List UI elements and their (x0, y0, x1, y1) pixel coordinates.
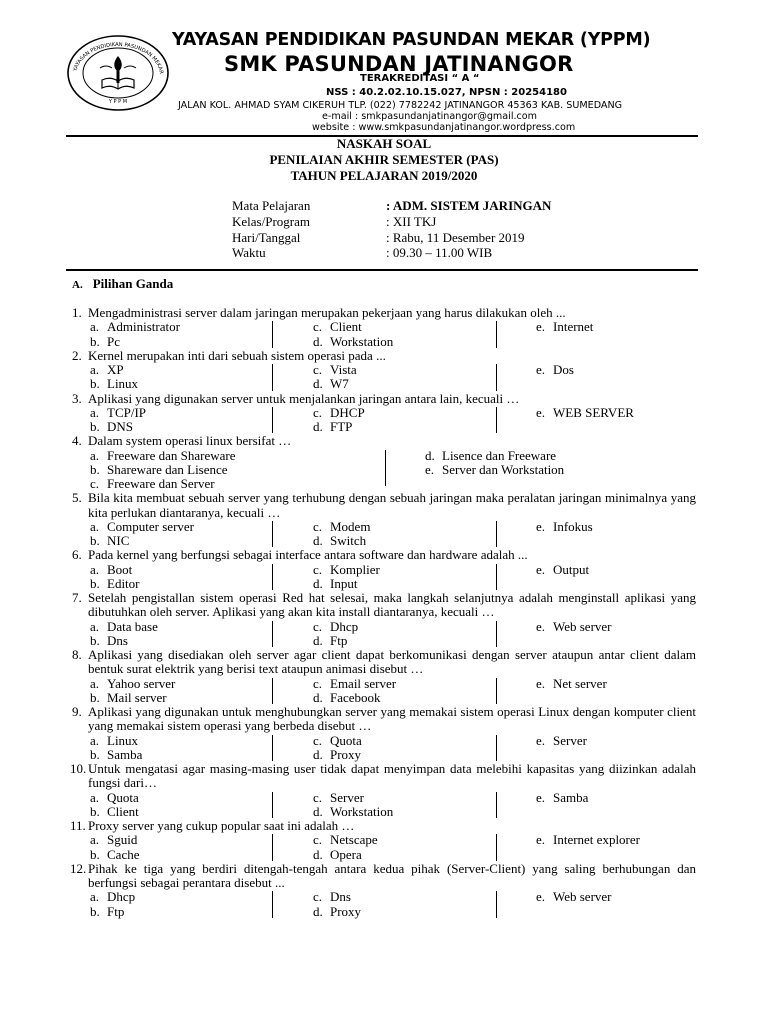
option-letter: b. (90, 575, 100, 591)
option-letter: c. (313, 404, 323, 420)
answer-option[interactable] (90, 420, 133, 434)
option-letter: a. (90, 561, 100, 577)
option-letter: d. (313, 533, 323, 548)
option-text: Server (553, 732, 587, 748)
answer-option[interactable] (90, 848, 139, 862)
academic-year: TAHUN PELAJARAN 2019/2020 (290, 168, 478, 183)
option-letter: a. (90, 362, 100, 377)
column-divider (272, 364, 273, 391)
option-letter: e. (536, 832, 546, 848)
option-text: Ftp (107, 903, 125, 919)
option-text: Lisence dan Freeware (442, 447, 557, 463)
answer-option[interactable] (313, 890, 351, 904)
option-letter: d. (313, 846, 323, 862)
doc-title: NASKAH SOAL (336, 136, 432, 151)
option-text: Cache (107, 846, 140, 862)
answer-option[interactable] (536, 620, 612, 634)
option-text: Data base (107, 618, 158, 634)
option-text: Client (330, 319, 362, 335)
answer-option[interactable] (313, 377, 349, 391)
question-text: Pada kernel yang berfungsi sebagai interface antara software dan hardware adalah ... (88, 547, 528, 563)
answer-option[interactable] (313, 406, 365, 420)
option-text: Pc (107, 333, 120, 349)
answer-option[interactable] (90, 463, 228, 477)
option-text: Internet explorer (553, 832, 640, 848)
column-divider (496, 621, 497, 648)
question-stem (0, 392, 768, 406)
option-letter: d. (425, 447, 435, 463)
answer-option[interactable] (313, 520, 370, 534)
question-stem (0, 306, 768, 320)
answer-option[interactable] (313, 734, 362, 748)
section-heading (72, 276, 173, 292)
question-text: Aplikasi yang digunakan server untuk menjalankan jaringan antara lain, kecuali … (88, 390, 520, 406)
answer-option[interactable] (313, 805, 393, 819)
answer-option[interactable] (90, 691, 167, 705)
school-name: SMK PASUNDAN JATINANGOR (224, 52, 574, 76)
question (0, 349, 768, 392)
answer-option[interactable] (90, 890, 135, 904)
column-divider (496, 407, 497, 434)
option-text: W7 (330, 376, 349, 392)
question-text: Proxy server yang cukup popular saat ini adalah … (88, 818, 355, 833)
option-letter: c. (313, 561, 323, 577)
answer-option[interactable] (90, 320, 180, 334)
answer-option[interactable] (536, 734, 587, 748)
nss-npsn: NSS : 40.2.02.10.15.027, NPSN : 20254180 (326, 87, 567, 98)
option-text: Komplier (330, 561, 380, 577)
question (0, 306, 768, 349)
option-letter: b. (90, 419, 100, 434)
column-divider (496, 678, 497, 705)
question (0, 434, 768, 491)
question-number: 9. (72, 704, 82, 719)
question-text: Bila kita membuat sebuah server yang terhubung dengan sebuah jaringan maka peralatan jaringan minimalnya yang kita perlukan diantaranya, kecuali … (88, 490, 696, 520)
option-text: Proxy (330, 903, 362, 919)
option-text: Workstation (330, 333, 394, 349)
option-letter: c. (313, 732, 323, 748)
option-text: Email server (330, 675, 397, 691)
answer-option[interactable] (536, 363, 574, 377)
question-stem (0, 705, 768, 734)
school-logo-icon (66, 34, 170, 112)
option-text: Dos (553, 362, 574, 377)
answer-option[interactable] (313, 420, 352, 434)
answer-option[interactable] (313, 634, 347, 648)
option-text: Linux (107, 732, 139, 748)
answer-option[interactable] (90, 620, 158, 634)
info-value-subject: : ADM. SISTEM JARINGAN (386, 198, 552, 213)
column-divider (385, 450, 386, 487)
option-text: Workstation (330, 803, 394, 819)
option-letter: e. (536, 789, 546, 805)
option-text: FTP (330, 419, 353, 434)
option-text: Infokus (553, 518, 593, 534)
answer-option[interactable] (313, 563, 380, 577)
column-divider (272, 621, 273, 648)
section-title: Pilihan Ganda (92, 276, 174, 291)
option-text: TCP/IP (107, 404, 147, 420)
question-number: 8. (72, 647, 82, 662)
option-letter: b. (90, 461, 100, 477)
column-divider (496, 321, 497, 348)
answer-option[interactable] (313, 320, 362, 334)
options-grid (0, 890, 768, 919)
question-stem (0, 591, 768, 620)
option-text: Dhcp (107, 889, 136, 905)
answer-option[interactable] (313, 833, 378, 847)
column-divider (272, 735, 273, 762)
column-divider (272, 321, 273, 348)
answer-option[interactable] (90, 563, 132, 577)
option-letter: e. (536, 889, 546, 905)
answer-option[interactable] (536, 890, 612, 904)
option-text: Freeware dan Server (107, 476, 215, 491)
option-letter: e. (536, 404, 546, 420)
info-label-date: Hari/Tanggal (232, 230, 301, 245)
info-value-date: : Rabu, 11 Desember 2019 (386, 230, 525, 245)
question (0, 591, 768, 648)
options-grid (0, 833, 768, 862)
logo-abbr: Y P P M (108, 99, 128, 105)
question-number: 7. (72, 590, 82, 605)
answer-option[interactable] (536, 677, 607, 691)
option-letter: d. (313, 575, 323, 591)
option-text: DHCP (330, 404, 365, 420)
answer-option[interactable] (90, 748, 142, 762)
option-text: Boot (107, 561, 133, 577)
option-letter: e. (536, 675, 546, 691)
option-text: Output (553, 561, 590, 577)
option-text: Dns (107, 632, 128, 648)
option-letter: d. (313, 746, 323, 762)
option-letter: b. (90, 846, 100, 862)
option-text: Dhcp (330, 618, 359, 634)
column-divider (496, 834, 497, 861)
info-divider (66, 269, 698, 271)
answer-option[interactable] (90, 534, 129, 548)
question-text: Pihak ke tiga yang berdiri ditengah-tengah antara kedua pihak (Server-Client) yang saling berhubungan dan berfungsi sebagai perantara disebut ... (88, 860, 696, 890)
options-grid (0, 363, 768, 392)
column-divider (496, 564, 497, 591)
question-stem (0, 349, 768, 363)
answer-option[interactable] (313, 691, 381, 705)
option-letter: a. (90, 518, 100, 534)
school-address: JALAN KOL. AHMAD SYAM CIKERUH TLP. (022) 7782242 JATINANGOR 45363 KAB. SUMEDANG (178, 100, 623, 111)
question-text: Aplikasi yang disediakan oleh server agar client dapat berkomunikasi dengan server ataupun antar client dalam bentuk surat elektrik yang berisi text ataupun animasi disebut … (88, 647, 696, 677)
question-stem (0, 648, 768, 677)
option-text: Opera (330, 846, 362, 862)
answer-option[interactable] (90, 377, 138, 391)
option-text: Editor (107, 575, 140, 591)
option-letter: c. (313, 675, 323, 691)
option-text: NIC (107, 533, 130, 548)
answer-option[interactable] (536, 563, 589, 577)
option-letter: b. (90, 903, 100, 919)
option-letter: a. (90, 618, 100, 634)
option-text: Server (330, 789, 364, 805)
column-divider (272, 891, 273, 918)
option-text: Samba (553, 789, 589, 805)
column-divider (496, 735, 497, 762)
column-divider (272, 792, 273, 819)
answer-option[interactable] (90, 335, 120, 349)
option-letter: b. (90, 746, 100, 762)
option-letter: a. (90, 732, 100, 748)
answer-option[interactable] (90, 477, 215, 491)
column-divider (272, 678, 273, 705)
answer-option[interactable] (90, 520, 194, 534)
answer-option[interactable] (313, 363, 357, 377)
options-grid (0, 320, 768, 349)
option-letter: e. (536, 561, 546, 577)
answer-option[interactable] (536, 320, 593, 334)
option-letter: d. (313, 803, 323, 819)
option-text: Samba (107, 746, 143, 762)
question-stem (0, 491, 768, 520)
option-letter: a. (90, 675, 100, 691)
column-divider (272, 834, 273, 861)
column-divider (496, 364, 497, 391)
option-text: Quota (330, 732, 362, 748)
option-letter: c. (313, 362, 323, 377)
option-text: WEB SERVER (553, 404, 634, 420)
option-letter: d. (313, 632, 323, 648)
question (0, 548, 768, 591)
info-label-time: Waktu (232, 245, 266, 260)
question-stem (0, 762, 768, 791)
answer-option[interactable] (90, 363, 124, 377)
question (0, 392, 768, 435)
option-text: Freeware dan Shareware (107, 447, 236, 463)
answer-option[interactable] (90, 905, 124, 919)
school-email: e-mail : smkpasundanjatinangor@gmail.com (322, 111, 538, 122)
question (0, 762, 768, 819)
answer-option[interactable] (536, 406, 634, 420)
question-number: 10. (70, 761, 87, 776)
question-stem (0, 819, 768, 833)
option-text: XP (107, 362, 124, 377)
school-website: website : www.smkpasundanjatinangor.wordpress.com (312, 122, 576, 133)
question-number: 4. (72, 433, 82, 449)
answer-option[interactable] (425, 463, 564, 477)
question-text: Setelah pengistallan sistem operasi Red hat selesai, maka langkah selanjutnya adalah menginstall aplikasi yang dibutuhkan oleh server. Aplikasi yang akan kita install diantaranya, kecuali … (88, 590, 696, 620)
options-grid (0, 791, 768, 820)
answer-option[interactable] (90, 406, 146, 420)
exam-name: PENILAIAN AKHIR SEMESTER (PAS) (269, 152, 499, 167)
option-text: Administrator (107, 319, 180, 335)
options-grid (0, 520, 768, 549)
accreditation: TERAKREDITASI “ A “ (360, 73, 480, 84)
question (0, 491, 768, 548)
options-grid (0, 406, 768, 435)
option-text: Vista (330, 362, 357, 377)
column-divider (496, 891, 497, 918)
column-divider (272, 521, 273, 548)
question-number: 11. (70, 818, 86, 833)
question-number: 5. (72, 490, 82, 506)
option-letter: a. (90, 789, 100, 805)
options-grid (0, 677, 768, 706)
question (0, 819, 768, 862)
option-text: Modem (330, 518, 371, 534)
option-text: Server dan Workstation (442, 461, 565, 477)
answer-option[interactable] (90, 791, 139, 805)
question-text: Aplikasi yang digunakan untuk menghubungkan server yang memakai sistem operasi Linux dengan komputer client yang memakai sistem operasi yang berbeda disebut … (88, 704, 696, 734)
option-letter: d. (313, 903, 323, 919)
question-number: 1. (72, 305, 82, 320)
option-letter: a. (90, 319, 100, 335)
column-divider (272, 407, 273, 434)
answer-option[interactable] (313, 335, 393, 349)
option-letter: b. (90, 376, 100, 392)
option-letter: c. (313, 518, 323, 534)
question-number: 3. (72, 390, 82, 406)
logo-ring-text: YAYASAN PENDIDIKAN PASUNDAN MEKAR (72, 41, 164, 75)
option-text: Shareware dan Lisence (107, 461, 228, 477)
answer-option[interactable] (313, 677, 396, 691)
option-letter: e. (536, 362, 546, 377)
answer-option[interactable] (425, 449, 556, 463)
option-text: Web server (553, 618, 612, 634)
answer-option[interactable] (313, 620, 358, 634)
option-text: Input (330, 575, 358, 591)
option-text: Mail server (107, 689, 167, 705)
options-grid (0, 620, 768, 649)
answer-option[interactable] (90, 734, 138, 748)
option-letter: b. (90, 333, 100, 349)
option-text: Net server (553, 675, 607, 691)
answer-option[interactable] (313, 534, 366, 548)
answer-option[interactable] (90, 577, 140, 591)
question-text: Untuk mengatasi agar masing-masing user tidak dapat menyimpan data melebihi kapasitas yang diizinkan adalah fungsi dari… (88, 761, 696, 791)
answer-option[interactable] (313, 848, 362, 862)
question-list (0, 306, 768, 919)
option-letter: c. (90, 476, 100, 491)
option-text: Yahoo server (107, 675, 176, 691)
answer-option[interactable] (90, 677, 175, 691)
option-letter: e. (425, 461, 435, 477)
option-letter: b. (90, 803, 100, 819)
option-letter: d. (313, 376, 323, 392)
answer-option[interactable] (313, 905, 361, 919)
options-grid (0, 734, 768, 763)
option-letter: a. (90, 404, 100, 420)
option-letter: c. (313, 889, 323, 905)
question (0, 862, 768, 919)
option-text: DNS (107, 419, 134, 434)
question-stem (0, 434, 768, 448)
question-number: 6. (72, 547, 82, 563)
question (0, 648, 768, 705)
column-divider (496, 521, 497, 548)
option-letter: c. (313, 789, 323, 805)
info-label-subject: Mata Pelajaran (232, 198, 311, 213)
option-letter: e. (536, 732, 546, 748)
option-text: Sguid (107, 832, 138, 848)
answer-option[interactable] (313, 577, 357, 591)
question-stem (0, 548, 768, 562)
option-letter: b. (90, 632, 100, 648)
answer-option[interactable] (536, 520, 593, 534)
column-divider (272, 564, 273, 591)
option-letter: d. (313, 333, 323, 349)
question-stem (0, 862, 768, 891)
option-text: Dns (330, 889, 351, 905)
answer-option[interactable] (536, 833, 640, 847)
question (0, 705, 768, 762)
option-text: Netscape (330, 832, 378, 848)
option-letter: e. (536, 518, 546, 534)
question-number: 2. (72, 347, 82, 363)
option-text: Facebook (330, 689, 381, 705)
option-letter: d. (313, 689, 323, 705)
option-letter: c. (313, 618, 323, 634)
answer-option[interactable] (90, 634, 128, 648)
option-letter: d. (313, 419, 323, 434)
question-text: Kernel merupakan inti dari sebuah sistem operasi pada ... (88, 347, 386, 363)
option-letter: b. (90, 689, 100, 705)
info-label-class: Kelas/Program (232, 214, 310, 229)
option-text: Switch (330, 533, 367, 548)
answer-option[interactable] (313, 791, 364, 805)
option-text: Computer server (107, 518, 195, 534)
options-grid (0, 449, 768, 492)
option-letter: a. (90, 889, 100, 905)
option-letter: e. (536, 618, 546, 634)
question-text: Dalam system operasi linux bersifat … (88, 433, 292, 449)
question-number: 12. (70, 860, 87, 876)
organization-name: YAYASAN PENDIDIKAN PASUNDAN MEKAR (YPPM) (172, 30, 651, 50)
answer-option[interactable] (90, 449, 235, 463)
option-text: Ftp (330, 632, 348, 648)
info-value-class: : XII TKJ (386, 214, 437, 229)
info-value-time: : 09.30 – 11.00 WIB (386, 245, 493, 260)
answer-option[interactable] (90, 833, 137, 847)
option-text: Web server (553, 889, 612, 905)
option-letter: c. (313, 832, 323, 848)
option-text: Quota (107, 789, 139, 805)
option-letter: c. (313, 319, 323, 335)
option-letter: a. (90, 832, 100, 848)
section-letter: A. (72, 279, 83, 291)
option-text: Linux (107, 376, 139, 392)
option-text: Proxy (330, 746, 362, 762)
option-letter: b. (90, 533, 100, 548)
option-text: Internet (553, 319, 594, 335)
option-text: Client (107, 803, 139, 819)
answer-option[interactable] (536, 791, 588, 805)
options-grid (0, 563, 768, 592)
answer-option[interactable] (313, 748, 361, 762)
answer-option[interactable] (90, 805, 139, 819)
column-divider (496, 792, 497, 819)
option-letter: e. (536, 319, 546, 335)
option-letter: a. (90, 447, 100, 463)
question-text: Mengadministrasi server dalam jaringan merupakan pekerjaan yang harus dilakukan oleh ... (88, 305, 566, 320)
